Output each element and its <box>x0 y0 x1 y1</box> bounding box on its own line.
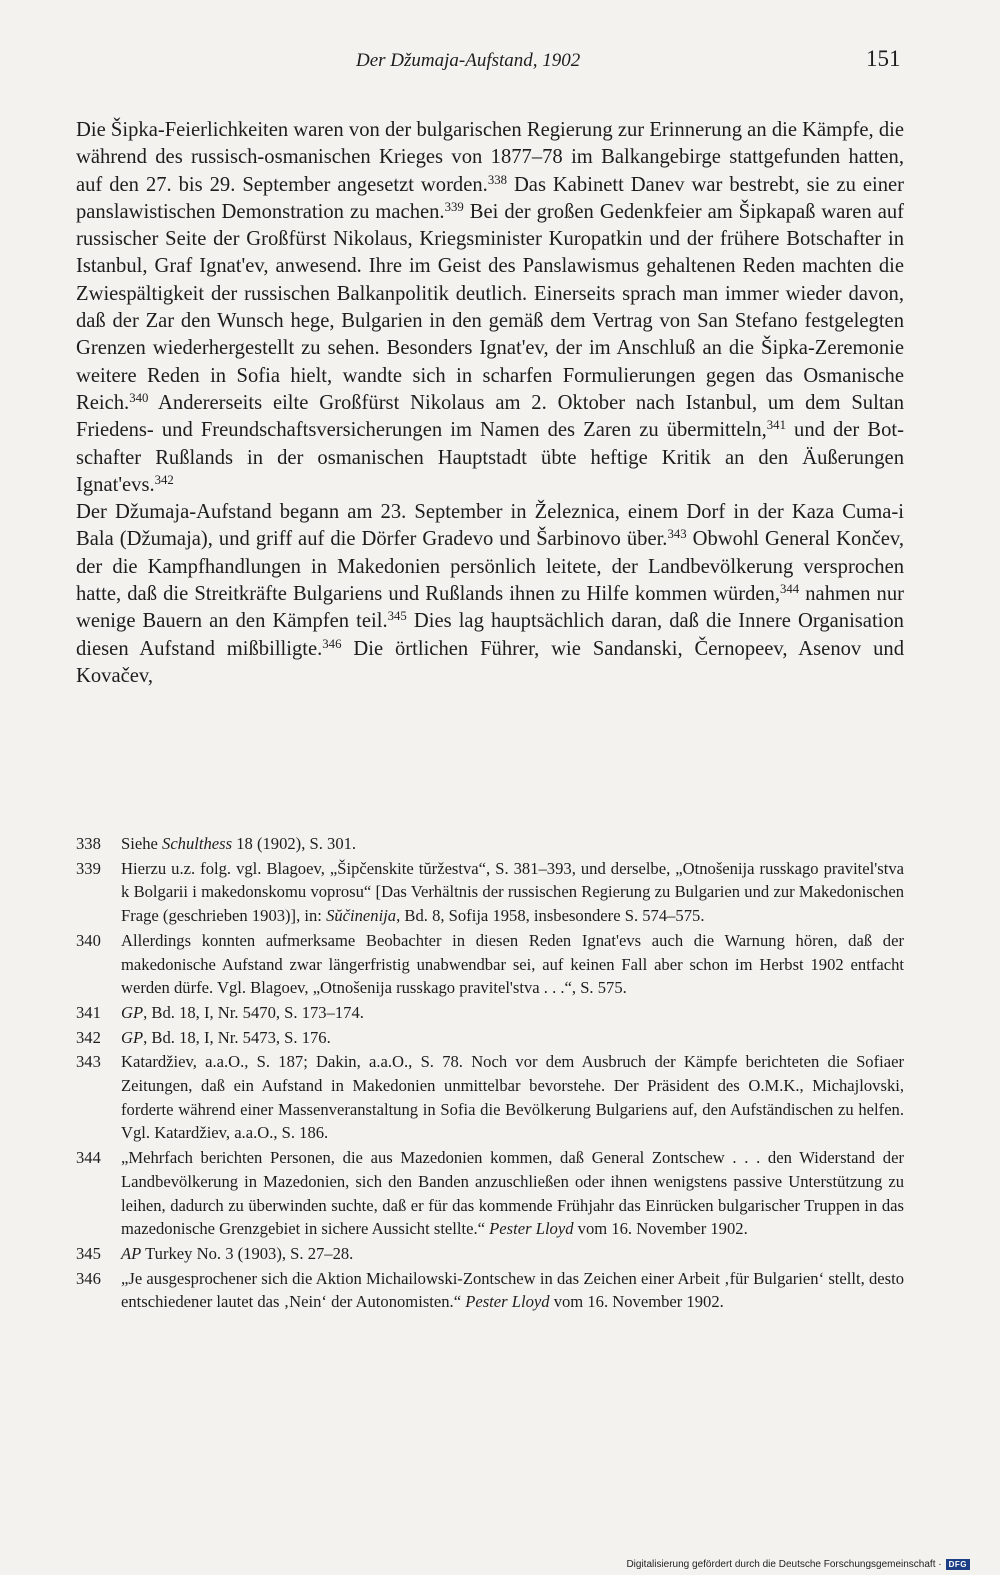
footnote-ref-342[interactable]: 342 <box>154 472 174 487</box>
page-header <box>0 46 1000 76</box>
text-run: , Bd. 8, Sofija 1958, insbesondere S. 574–575. <box>396 906 705 926</box>
footnote-ref-340[interactable]: 340 <box>129 390 149 405</box>
footnote-ref-339[interactable]: 339 <box>444 199 464 214</box>
dfg-logo: DFG <box>946 1559 970 1570</box>
text-run: Hierzu u.z. folg. vgl. Blagoev, „Šipčenskite tŭržestva“, S. 381–393, und derselbe, „Otnošenija russkago pravitel'stva k Bolgarii i makedonskomu voprosu“ [Das Verhältnis der russischen Regierung zu Bulgarien und zur Makedonischen Frage (geschrieben 1903)], in: <box>121 858 904 926</box>
footnote-number: 339 <box>76 858 101 878</box>
text-run: 18 (1902), S. 301. <box>232 834 357 853</box>
footnote-number: 342 <box>76 1027 101 1047</box>
footnote-ref-338[interactable]: 338 <box>487 172 507 187</box>
footnote-ref-344[interactable]: 344 <box>780 582 800 597</box>
footnote-text <box>121 832 904 856</box>
footnote-ref-345[interactable]: 345 <box>387 609 407 624</box>
footnote-text <box>121 1146 904 1241</box>
footnote-339 <box>76 857 904 928</box>
italic-title: AP <box>121 1243 142 1263</box>
footnote-ref-343[interactable]: 343 <box>667 527 687 542</box>
footnote-text <box>121 1242 904 1266</box>
italic-title: Schulthess <box>162 834 233 853</box>
footnotes <box>76 832 904 1315</box>
page-number: 151 <box>866 46 901 71</box>
digitization-credit <box>626 1559 970 1570</box>
footnote-338 <box>76 832 904 856</box>
italic-title: Pester Lloyd <box>489 1219 574 1239</box>
footnote-ref-346[interactable]: 346 <box>322 636 342 651</box>
text-run: und der Botschafter Rußlands in der osmanischen Hauptstadt übte heftige Kritik an den Äußerungen Ignat'evs. <box>76 419 904 496</box>
footnote-text <box>121 857 904 928</box>
footnote-346 <box>76 1267 904 1314</box>
text-run: „Mehrfach berichten Personen, die aus Mazedonien kommen, daß General Zontschew . . . den Widerstand der Landbevölkerung in Mazedonien, sich den Banden anzuschließen oder ihnen wenigstens passive Unterstützung zu leihen, dadurch zu überwinden suchte, daß er für das kommende Frühjahr das Einrücken bulgarischer Truppen in das mazedonische Grenzgebiet in sichere Aussicht stellte.“ <box>121 1148 904 1239</box>
text-run: Die örtlichen Führer, wie Sandanski, Černopeev, Asenov und Kovačev, <box>76 637 904 687</box>
text-run: nahmen nur wenige Bauern an den Kämpfen teil. <box>76 583 904 633</box>
footnote-343 <box>76 1050 904 1145</box>
footnote-text <box>121 1001 904 1025</box>
footnote-number: 345 <box>76 1243 101 1263</box>
text-run: Turkey No. 3 (1903), S. 27–28. <box>141 1243 354 1263</box>
text-run: Die Šipka-Feierlichkeiten waren von der bulgarischen Regierung zur Erinnerung an die Kämpfe, die während des russisch-osmanischen Krieges von 1877–78 im Balkangebirge stattgefunden hatten, auf den 27. bis 29. September angesetzt worden. <box>76 119 904 196</box>
footnote-341 <box>76 1001 904 1025</box>
text-run: vom 16. November 1902. <box>573 1219 748 1239</box>
running-title: Der Džumaja-Aufstand, 1902 <box>356 50 581 71</box>
credit-text: Digitalisierung gefördert durch die Deutsche Forschungsgemeinschaft · <box>626 1559 942 1570</box>
footnote-number: 346 <box>76 1268 101 1288</box>
footnote-345 <box>76 1242 904 1266</box>
footnote-number: 343 <box>76 1052 101 1072</box>
paragraph-aufstand <box>76 499 904 690</box>
italic-title: GP <box>121 1027 144 1047</box>
text-run: Obwohl General Končev, der die Kampfhandlungen in Makedonien persönlich leitete, der Landbevölkerung versprochen hatte, daß die Streitkräfte Bulgariens und Rußlands ihnen zu Hilfe kommen würden, <box>76 528 904 606</box>
footnote-342 <box>76 1026 904 1050</box>
italic-title: Sŭčinenija <box>326 906 397 926</box>
text-run: Bei der großen Gedenkfeier am Šipkapaß waren auf russischer Seite der Großfürst Nikolaus, Kriegsminister Kuropatkin und der frühere Botschafter in Istanbul, Graf Ignat'ev, anwesend. Ihre im Geist des Panslawismus gehaltenen Reden machten die Zwiespältigkeit der russischen Balkanpolitik deutlich. Einerseits sprach man immer wieder davon, daß der Zar den Wunsch hege, Bulgarien in den gemäß dem Vertrag von San Stefano festgelegten Grenzen wiederhergestellt zu sehen. Besonders Ignat'ev, der im Anschluß an die Šipka-Zeremonie weitere Reden in Sofia hielt, wandte sich in scharfen Formulierungen gegen das Osmanische Reich. <box>76 200 904 414</box>
footnote-344 <box>76 1146 904 1241</box>
footnote-number: 338 <box>76 834 101 853</box>
text-run: Dies lag hauptsächlich daran, daß die Innere Organisation diesen Aufstand mißbilligte. <box>76 610 904 660</box>
italic-title: GP <box>121 1002 144 1022</box>
footnote-text <box>121 1026 904 1050</box>
text-run: Der Džumaja-Aufstand begann am 23. September in Železnica, einem Dorf in der Kaza Cuma-i Bala (Džumaja), und griff auf die Dörfer Gradevo und Šarbinovo über. <box>76 501 904 551</box>
main-text <box>76 117 904 690</box>
text-run: , Bd. 18, I, Nr. 5473, S. 176. <box>143 1027 331 1047</box>
footnote-340 <box>76 929 904 1000</box>
footnote-number: 344 <box>76 1148 101 1168</box>
footnote-text: Katardžiev, a.a.O., S. 187; Dakin, a.a.O., S. 78. Noch vor dem Ausbruch der Kämpfe berichteten die Sofiaer Zeitungen, daß ein Aufstand in Makedonien unmittelbar bevorstehe. Der Präsident des O.M.K., Michajlovski, forderte während einer Massenveranstaltung in Sofia die Bevölkerung Bulgariens auf, den Aufständischen zu helfen. Vgl. Katardžiev, a.a.O., S. 186. <box>121 1052 904 1143</box>
text-run: Andererseits eilte Großfürst Nikolaus am 2. Oktober nach Istanbul, um dem Sultan Friedens- und Freundschaftsversicherungen im Namen des Zaren zu übermitteln, <box>76 391 904 442</box>
footnote-text: Allerdings konnten aufmerksame Beobachter in diesen Reden Ignat'evs auch die Warnung hören, daß der makedonische Aufstand zwar längerfristig unabwendbar sei, auf keinen Fall aber schon im Herbst 1902 entfacht werden dürfe. Vgl. Blagoev, „Otnošenija russkago pravitel'stva . . .“, S. 575. <box>121 930 904 998</box>
paragraph-sipka <box>76 117 904 499</box>
footnote-text <box>121 1267 904 1314</box>
text-run: Das Kabinett Danev war bestrebt, sie zu einer panslawistischen Demonstration zu machen. <box>76 173 904 223</box>
footnote-number: 340 <box>76 930 101 950</box>
text-run: vom 16. November 1902. <box>549 1292 724 1312</box>
text-run: , Bd. 18, I, Nr. 5470, S. 173–174. <box>143 1002 364 1022</box>
footnote-number: 341 <box>76 1002 101 1022</box>
text-run: Siehe <box>121 834 163 853</box>
footnote-ref-341[interactable]: 341 <box>766 418 786 433</box>
text-run: „Je ausgesprochener sich die Aktion Michailowski-Zontschew in das Zeichen einer Arbeit ‚für Bulgarien‘ stellt, desto entschiedener lautet das ‚Nein‘ der Autonomisten.“ <box>121 1268 904 1312</box>
italic-title: Pester Lloyd <box>465 1292 550 1312</box>
